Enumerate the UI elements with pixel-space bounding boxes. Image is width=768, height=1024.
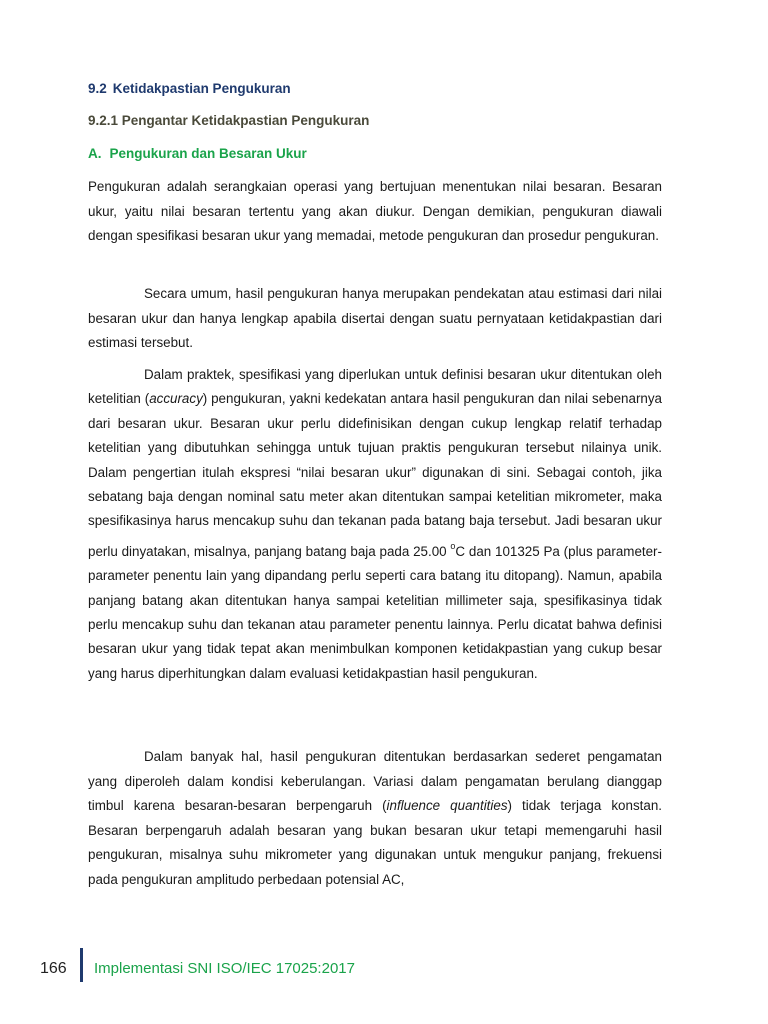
footer-divider bbox=[80, 948, 83, 982]
item-heading bbox=[88, 146, 307, 161]
section-heading bbox=[88, 81, 291, 96]
page-footer bbox=[40, 948, 440, 988]
degree-symbol: o bbox=[450, 540, 456, 551]
paragraph-3-italic-term: accuracy bbox=[149, 391, 203, 407]
paragraph-1: Pengukuran adalah serangkaian operasi yang bertujuan menentukan nilai besaran. Besaran ukur, yaitu nilai besaran tertentu yang akan diukur. Dengan demikian, pengukuran diawali dengan spesifikasi besaran ukur yang memadai, metode pengukuran dan prosedur pengukuran. bbox=[88, 179, 662, 244]
paragraph-4-part-b: ) tidak terjaga konstan. Besaran berpengaruh adalah besaran yang bukan besaran ukur tetapi memengaruhi hasil pengukuran, misalnya suhu mikrometer yang digunakan untuk mengukur panjang, frekuensi pada pengukuran amplitudo perbedaan potensial AC, bbox=[88, 798, 662, 887]
section-number: 9.2 bbox=[88, 81, 107, 96]
paragraph-3-part-b: ) pengukuran, yakni kedekatan antara hasil pengukuran dan nilai sebenarnya dari besaran ukur. Besaran ukur perlu didefinisikan dengan cukup lengkap relatif terhadap ketelitian yang dibutuhkan sehingga untuk tujuan praktis pengukuran tersebut nilainya unik. Dalam pengertian itulah ekspresi “nilai besaran ukur” digunakan di sini. Sebagai contoh, jika sebatang baja dengan nominal satu meter akan ditentukan sampai ketelitian mikrometer, maka spesifikasinya harus mencakup suhu dan tekanan pada batang baja tersebut. Jadi besaran ukur perlu dinyatakan, misalnya, panjang batang baja pada 25.00 bbox=[88, 391, 662, 559]
paragraph-3 bbox=[88, 363, 662, 686]
footer-book-title: Implementasi SNI ISO/IEC 17025:2017 bbox=[94, 960, 355, 977]
paragraph-2: Secara umum, hasil pengukuran hanya merupakan pendekatan atau estimasi dari nilai besaran ukur dan hanya lengkap apabila disertai dengan suatu pernyataan ketidakpastian dari estimasi tersebut. bbox=[88, 286, 662, 351]
paragraph-3-part-a: Dalam praktek, spesifikasi yang diperlukan untuk definisi besaran ukur ditentukan oleh ketelitian ( bbox=[88, 367, 662, 407]
item-letter: A. bbox=[88, 146, 102, 161]
paragraph-4-part-a: Dalam banyak hal, hasil pengukuran ditentukan berdasarkan sederet pengamatan yang diperoleh dalam kondisi keberulangan. Variasi dalam pengamatan berulang dianggap timbul karena besaran-besaran berpengaruh ( bbox=[88, 749, 662, 814]
paragraph-4-italic-term: influence quantities bbox=[386, 798, 508, 814]
page-number: 166 bbox=[40, 960, 67, 977]
item-title: Pengukuran dan Besaran Ukur bbox=[109, 146, 307, 161]
subsection-heading: 9.2.1 Pengantar Ketidakpastian Pengukuran bbox=[88, 113, 370, 128]
paragraph-3-part-c: C dan 101325 Pa (plus parameter-parameter penentu lain yang dipandang perlu seperti cara batang itu ditopang). Namun, apabila panjang batang akan ditentukan hanya sampai ketelitian millimeter saja, spesifikasinya tidak perlu mencakup suhu dan tekanan atau parameter penentu lainnya. Perlu dicatat bahwa definisi besaran ukur yang tidak tepat akan menimbulkan komponen ketidakpastian yang cukup besar yang harus diperhitungkan dalam evaluasi ketidakpastian hasil pengukuran. bbox=[88, 543, 662, 681]
section-title: Ketidakpastian Pengukuran bbox=[112, 81, 291, 96]
paragraph-4 bbox=[88, 745, 662, 893]
